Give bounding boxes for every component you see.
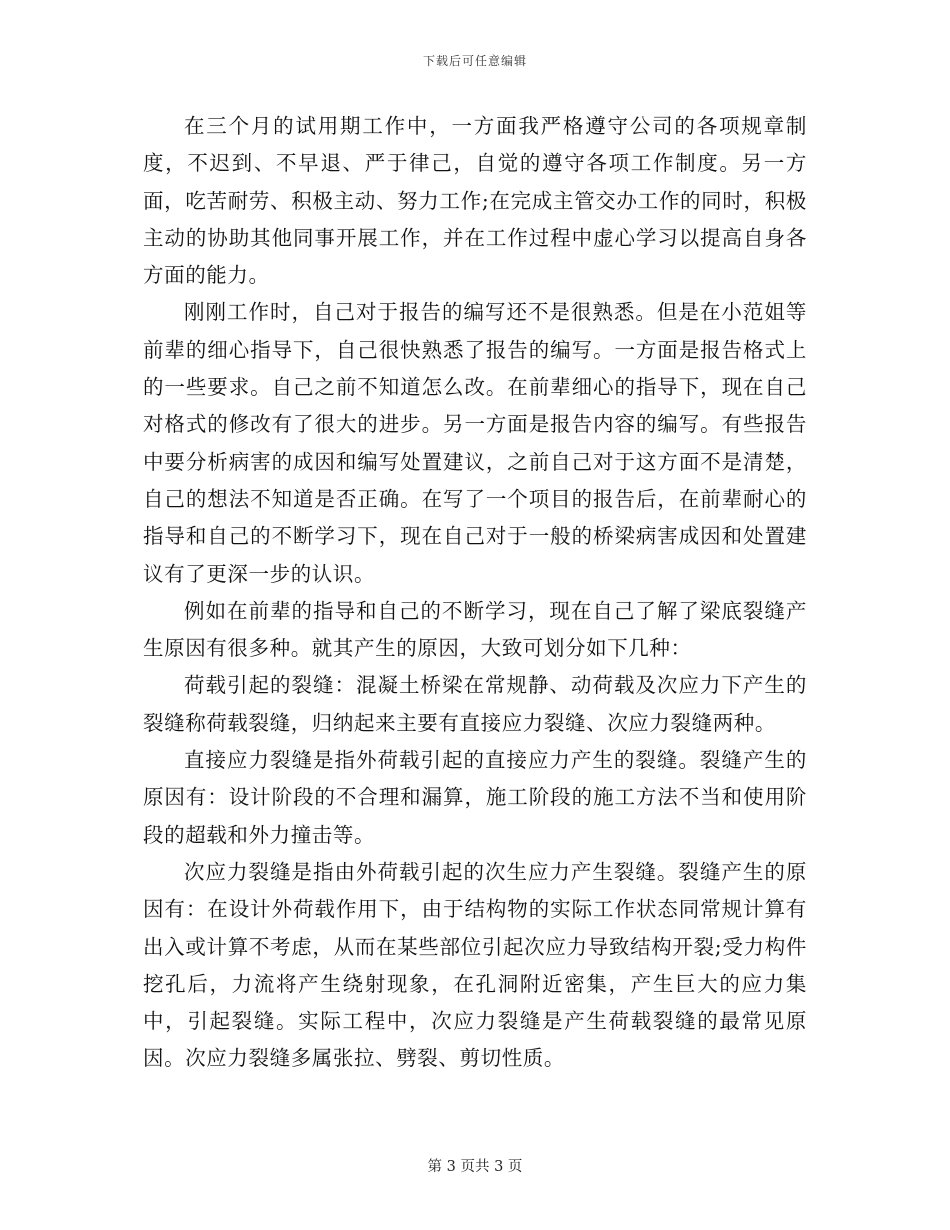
paragraph-crack-causes-intro: 例如在前辈的指导和自己的不断学习，现在自己了解了梁底裂缝产生原因有很多种。就其产生的原因，大致可划分如下几种：	[143, 598, 807, 661]
paragraph-direct-stress-cracks: 直接应力裂缝是指外荷载引起的直接应力产生的裂缝。裂缝产生的原因有：设计阶段的不合理和漏算，施工阶段的施工方法不当和使用阶段的超载和外力撞击等。	[143, 748, 807, 847]
document-body	[143, 108, 807, 1078]
paragraph-secondary-stress-cracks: 次应力裂缝是指由外荷载引起的次生应力产生裂缝。裂缝产生的原因有：在设计外荷载作用下，由于结构物的实际工作状态同常规计算有出入或计算不考虑，从而在某些部位引起次应力导致结构开裂;受力构件挖孔后，力流将产生绕射现象，在孔洞附近密集，产生巨大的应力集中，引起裂缝。实际工程中，次应力裂缝是产生荷载裂缝的最常见原因。次应力裂缝多属张拉、劈裂、剪切性质。	[143, 859, 807, 1071]
paragraph-probation-conduct: 在三个月的试用期工作中，一方面我严格遵守公司的各项规章制度，不迟到、不早退、严于律己，自觉的遵守各项工作制度。另一方面，吃苦耐劳、积极主动、努力工作;在完成主管交办工作的同时，积极主动的协助其他同事开展工作，并在工作过程中虚心学习以提高自身各方面的能力。	[143, 114, 807, 288]
page-header: 下载后可任意编辑	[422, 54, 527, 68]
paragraph-load-cracks: 荷载引起的裂缝：混凝土桥梁在常规静、动荷载及次应力下产生的裂缝称荷载裂缝，归纳起来主要有直接应力裂缝、次应力裂缝两种。	[143, 673, 807, 735]
page-number: 第 3 页共 3 页	[427, 1159, 523, 1175]
paragraph-report-writing: 刚刚工作时，自己对于报告的编写还不是很熟悉。但是在小范姐等前辈的细心指导下，自己很快熟悉了报告的编写。一方面是报告格式上的一些要求。自己之前不知道怎么改。在前辈细心的指导下，现在自己对格式的修改有了很大的进步。另一方面是报告内容的编写。有些报告中要分析病害的成因和编写处置建议，之前自己对于这方面不是清楚，自己的想法不知道是否正确。在写了一个项目的报告后，在前辈耐心的指导和自己的不断学习下，现在自己对于一般的桥梁病害成因和处置建议有了更深一步的认识。	[143, 300, 807, 586]
